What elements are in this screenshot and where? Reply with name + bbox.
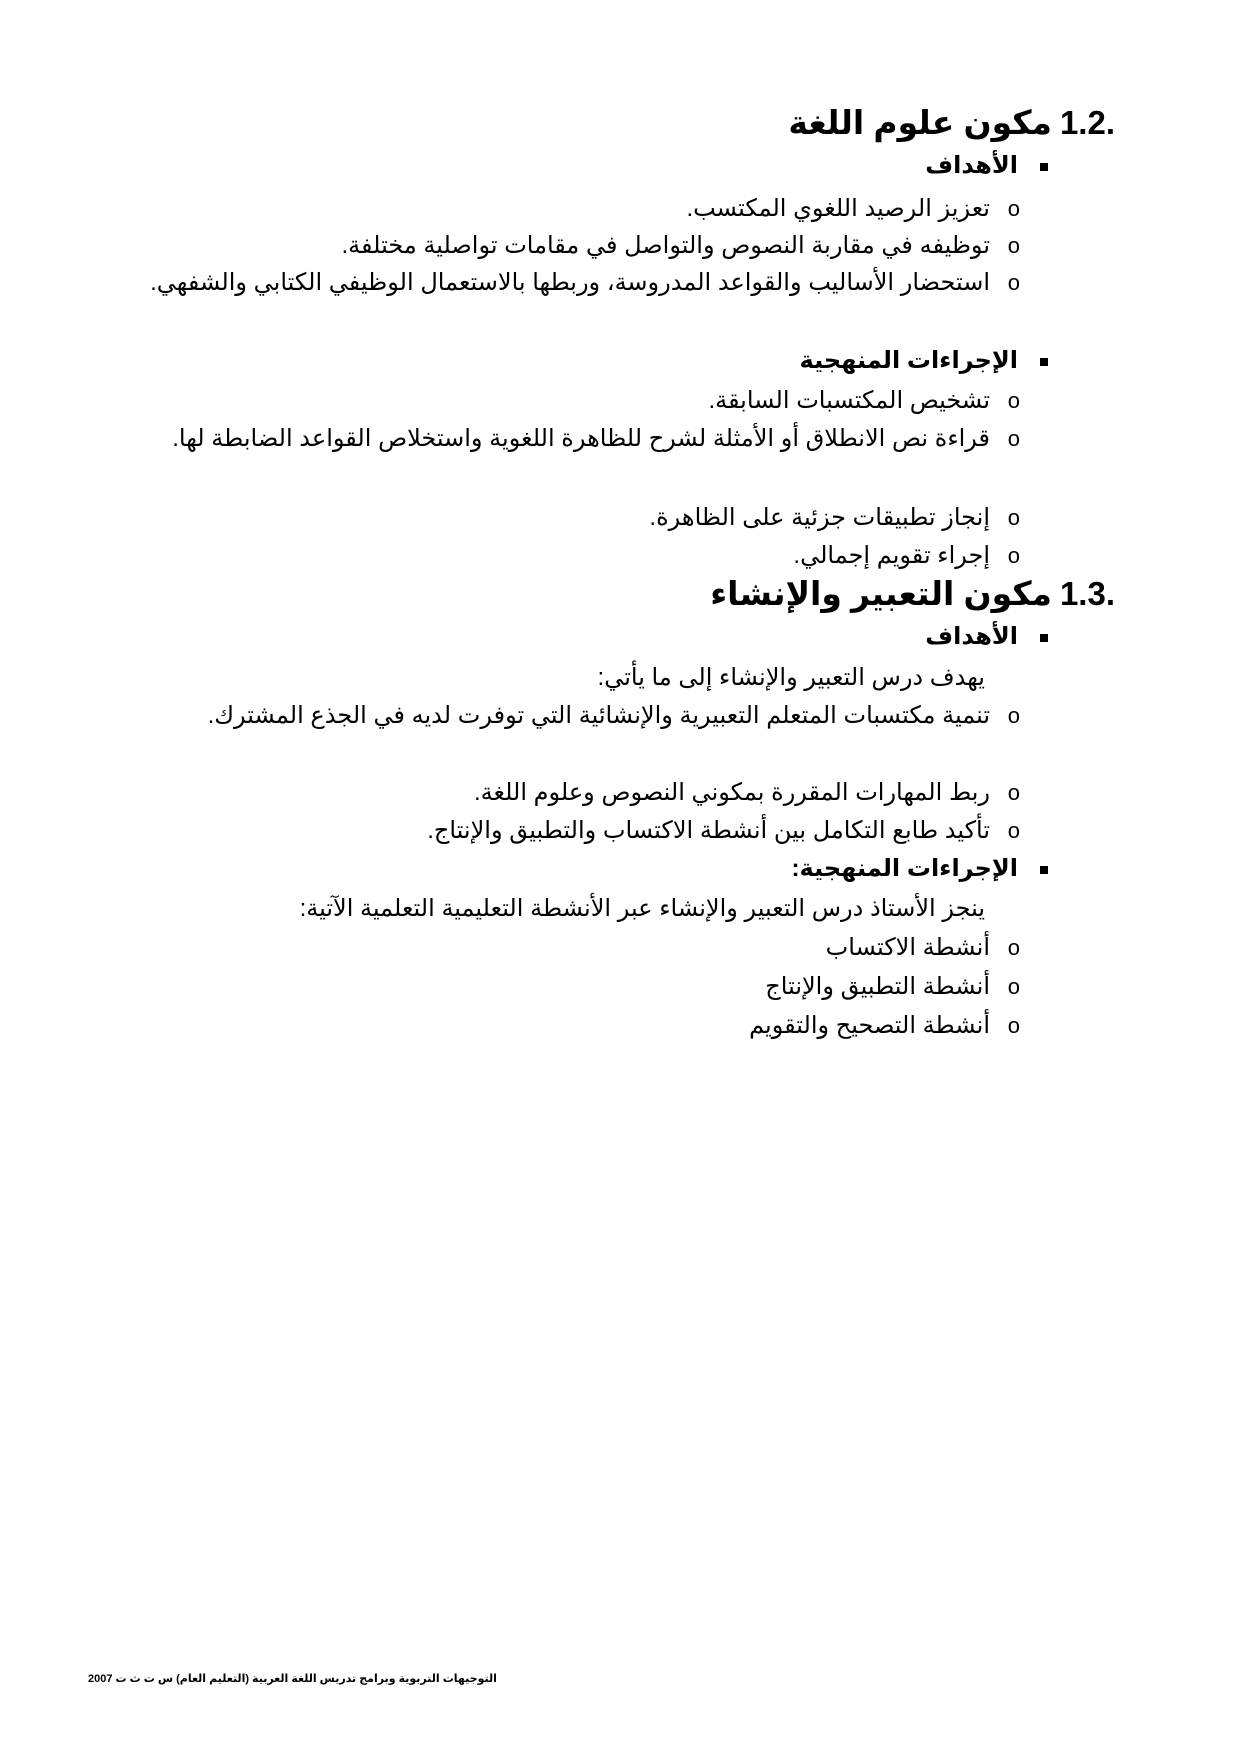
list-item	[94, 537, 1020, 574]
list-item	[94, 697, 1020, 734]
circle-bullet-icon: o	[1007, 543, 1020, 568]
subheading-label: الأهداف	[925, 152, 1018, 179]
list-item	[94, 264, 1020, 301]
circle-bullet-icon: o	[1007, 505, 1020, 530]
section-title: مكون التعبير والإنشاء	[710, 575, 1052, 612]
section-number: 1.2.	[1059, 104, 1115, 141]
section-heading-1-3	[115, 574, 1115, 614]
paragraph-intro: يهدف درس التعبير والإنشاء إلى ما يأتي:	[597, 664, 985, 691]
section-title: مكون علوم اللغة	[788, 104, 1052, 141]
square-bullet-icon	[1040, 634, 1048, 642]
list-item-text: تنمية مكتسبات المتعلم التعبيرية والإنشائية التي توفرت لديه في الجذع المشترك.	[207, 702, 990, 729]
list-item	[94, 812, 1020, 849]
circle-bullet-icon: o	[1007, 703, 1020, 728]
subheading-label: الإجراءات المنهجية	[799, 347, 1018, 374]
square-bullet-icon	[1040, 358, 1048, 366]
circle-bullet-icon: o	[1007, 974, 1020, 999]
subheading-procedures	[118, 343, 1018, 379]
circle-bullet-icon: o	[1007, 388, 1020, 413]
list-item-text: أنشطة التطبيق والإنتاج	[765, 973, 990, 1000]
circle-bullet-icon: o	[1007, 426, 1020, 451]
list-item-text: توظيفه في مقاربة النصوص والتواصل في مقامات تواصلية مختلفة.	[341, 232, 990, 259]
list-item	[94, 420, 1020, 457]
list-item-text: قراءة نص الانطلاق أو الأمثلة لشرح للظاهرة اللغوية واستخلاص القواعد الضابطة لها.	[172, 425, 990, 452]
subheading-objectives	[118, 619, 1018, 655]
subheading-label: الإجراءات المنهجية:	[791, 855, 1018, 882]
list-item-text: تأكيد طابع التكامل بين أنشطة الاكتساب والتطبيق والإنتاج.	[427, 817, 990, 844]
circle-bullet-icon: o	[1007, 196, 1020, 221]
section-heading-1-2	[115, 103, 1115, 143]
list-item	[94, 190, 1020, 227]
list-item-text: استحضار الأساليب والقواعد المدروسة، وربطها بالاستعمال الوظيفي الكتابي والشفهي.	[150, 269, 990, 296]
list-item	[94, 499, 1020, 536]
paragraph-intro: ينجز الأستاذ درس التعبير والإنشاء عبر الأنشطة التعليمية التعلمية الآتية:	[299, 895, 985, 922]
list-item-text: أنشطة التصحيح والتقويم	[749, 1012, 990, 1039]
circle-bullet-icon: o	[1007, 270, 1020, 295]
circle-bullet-icon: o	[1007, 233, 1020, 258]
list-item-text: إجراء تقويم إجمالي.	[793, 542, 990, 569]
list-item	[94, 929, 1020, 966]
subheading-label: الأهداف	[925, 623, 1018, 650]
page-footer: التوجيهات التربوية وبرامج تدريس اللغة العربية (التعليم العام) س ت ث ت 2007	[88, 1673, 497, 1685]
list-item-text: إنجاز تطبيقات جزئية على الظاهرة.	[649, 504, 990, 531]
subheading-procedures	[118, 851, 1018, 887]
list-item	[94, 382, 1020, 419]
list-item-text: ربط المهارات المقررة بمكوني النصوص وعلوم اللغة.	[473, 779, 990, 806]
circle-bullet-icon: o	[1007, 1013, 1020, 1038]
circle-bullet-icon: o	[1007, 818, 1020, 843]
list-item	[94, 1007, 1020, 1044]
list-item	[94, 968, 1020, 1005]
square-bullet-icon	[1040, 866, 1048, 874]
section-number: 1.3.	[1059, 575, 1115, 612]
square-bullet-icon	[1040, 163, 1048, 171]
list-item-text: تعزيز الرصيد اللغوي المكتسب.	[686, 195, 990, 222]
list-item	[94, 227, 1020, 264]
list-item-text: أنشطة الاكتساب	[825, 934, 990, 961]
list-item	[94, 774, 1020, 811]
circle-bullet-icon: o	[1007, 935, 1020, 960]
subheading-objectives	[118, 148, 1018, 184]
circle-bullet-icon: o	[1007, 780, 1020, 805]
list-item-text: تشخيص المكتسبات السابقة.	[708, 387, 990, 414]
